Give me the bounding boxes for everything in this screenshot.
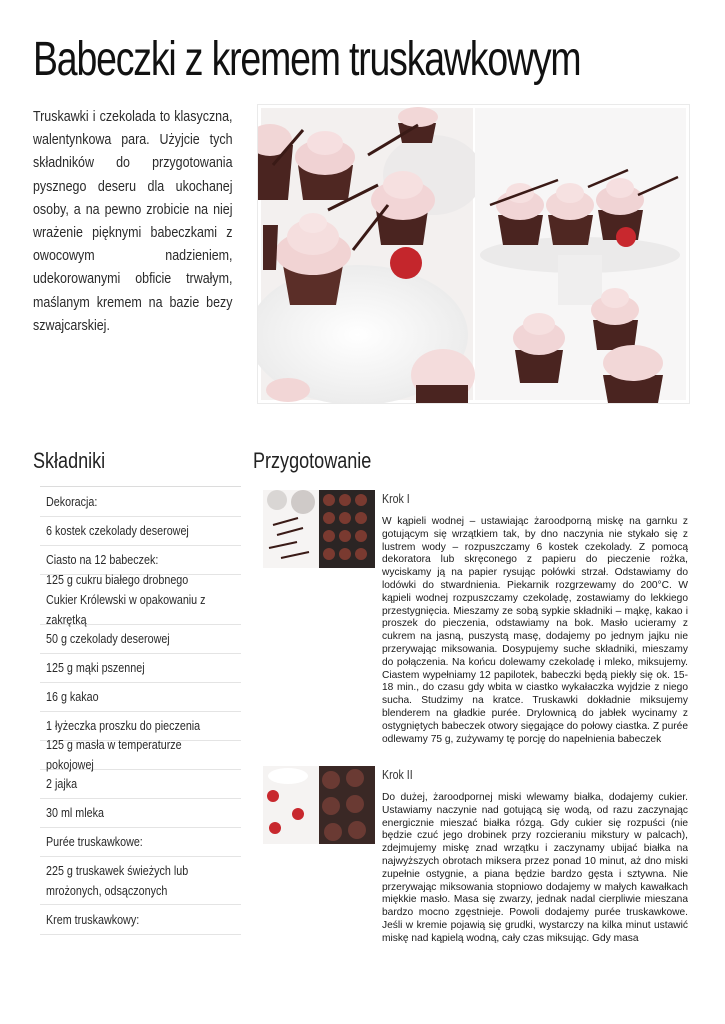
- ingredient-item: Purée truskawkowe:: [40, 828, 241, 857]
- ingredient-item: Krem truskawkowy:: [40, 905, 241, 935]
- ingredient-item: 2 jajka: [40, 770, 241, 799]
- ingredient-item: 125 g mąki pszennej: [40, 654, 241, 683]
- step-1-text: W kąpieli wodnej – ustawiając żaroodporną miskę na garnku z gotującym się wrzątkiem tak, by dno naczynia nie stykało się z lustrem wody – rozpuszczamy 6 kostek czekolady. Z pomocą dekoratora lub skręconego z papieru do pieczenie rożka, wyciskamy ją na papier rysując połówki strzał. Odstawiamy do lodówki do stwardnienia. Piekarnik rozgrzewamy do 200°C. W kąpieli wodnej rozpuszczamy czekoladę, zostawiamy do lekkiego przestygnięcia. Mieszamy ze sobą sypkie składniki – mąkę, kakao i proszek do pieczenia, odstawiamy na bok. Masło ucieramy z cukrem na jasną, puszystą masę, dodajemy po jednym jajku nie przerywając miksowania. Dosypujemy suche składniki, mieszamy do połączenia. Na końcu dolewamy czekoladę i mleko, miksujemy. Ciastem wypełniamy 12 papilotek, babeczki będą piekły się ok. 15-18 min., do czasu gdy wbita w ciastko wykałaczka wyjdzie z niego sucha. Studzimy na kratce. Truskawki dokładnie miksujemy blenderem na gładkie purée. Drylownicą do jabłek wycinamy z ostygniętych babeczek otwory sięgające do połowy ciastka. Z purée odlewamy 75 g, zużywamy tę porcję do napełnienia babeczek: [382, 516, 688, 745]
- step-2-title: Krok II: [382, 768, 413, 782]
- ingredient-item: 1 łyżeczka proszku do pieczenia: [40, 712, 241, 741]
- step-1-photo: [263, 490, 375, 568]
- ingredient-item: Ciasto na 12 babeczek:: [40, 546, 241, 575]
- recipe-intro-text: Truskawki i czekolada to klasyczna, walentynkowa para. Użyjcie tych składników do przygotowania pysznego deseru dla ukochanej osoby, a na pewno zrobicie na niej wrażenie pięknymi babeczkami z owocowym nadzieniem, udekorowanymi obficie trwałym, maślanym kremem na bazie bezy szwajcarskiej.: [33, 109, 233, 334]
- step-1-title: Krok I: [382, 492, 410, 506]
- ingredient-item: 6 kostek czekolady deserowej: [40, 517, 241, 546]
- ingredient-item: 50 g czekolady deserowej: [40, 625, 241, 654]
- ingredient-item: 125 g masła w temperaturze pokojowej: [40, 741, 241, 770]
- ingredients-list: [40, 486, 241, 935]
- step-2-photo: [263, 766, 375, 844]
- step-2-text: Do dużej, żaroodpornej miski wlewamy białka, dodajemy cukier. Ustawiamy naczynie nad gotującą się wodą, od razu zaczynając energicznie mieszać białka rózgą. Gdy cukier się rozpuści (nie będzie czuć jego drobinek przy rozcieraniu mikstury w palcach), zdejmujemy miskę znad wrzątku i zaczynamy ubijać białka na najwyższych obrotach miksera przez ponad 10 minut, aż dno miski zupełnie ostygnie, a piana będzie bardzo gęsta i sztywna. Nie przerywając miksowania stopniowo dodajemy w małych kawałkach miękkie masło. Masa się zwarzy, jednak nadal cierpliwie mieszana bardzo mocno zgęstnieje. Powoli dodajemy purée truskawkowe. Jeśli w kremie pojawią się grudki, wystarczy na kilka minut ustawić miskę nad kąpielą wodną, cały czas miksując. Gdy masa: [382, 792, 688, 944]
- ingredient-item: 125 g cukru białego drobnego Cukier Królewski w opakowaniu z zakrętką: [40, 575, 241, 625]
- ingredient-item: 30 ml mleka: [40, 799, 241, 828]
- recipe-intro: [33, 106, 233, 338]
- ingredient-item: Dekoracja:: [40, 487, 241, 517]
- preparation-heading: Przygotowanie: [253, 448, 372, 473]
- ingredient-item: 16 g kakao: [40, 683, 241, 712]
- ingredients-heading: Składniki: [33, 448, 106, 473]
- ingredient-item: 225 g truskawek świeżych lub mrożonych, odsączonych: [40, 857, 241, 905]
- hero-photo: [257, 104, 690, 404]
- recipe-title: Babeczki z kremem truskawkowym: [33, 33, 581, 86]
